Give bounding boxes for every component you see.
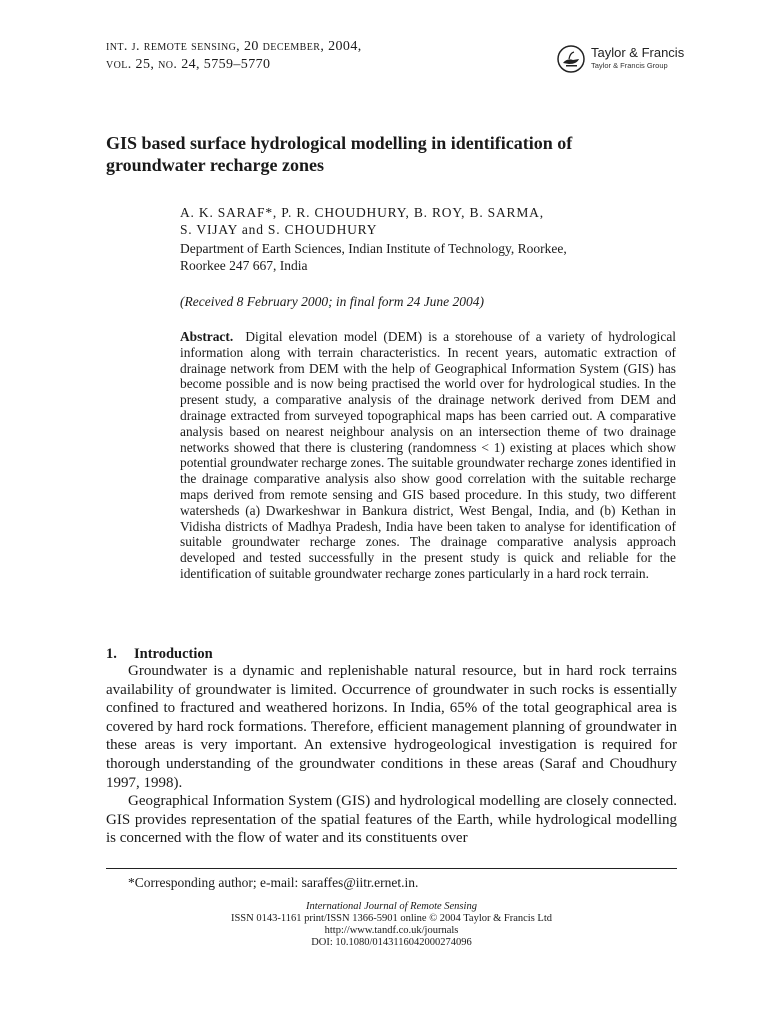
running-head-journal: int. j. remote sensing, 20 december, 2004,: [106, 39, 362, 54]
body-text: [106, 662, 677, 848]
received-dates: (Received 8 February 2000; in final form 24 June 2004): [180, 294, 485, 309]
authors-line-1: A. K. SARAF*, P. R. CHOUDHURY, B. ROY, B. SARMA,: [180, 205, 544, 220]
publisher-logo: [556, 43, 696, 77]
affiliation: [180, 240, 660, 274]
footer-journal-name: International Journal of Remote Sensing: [306, 901, 477, 912]
author-list: [180, 204, 660, 238]
footer-url[interactable]: http://www.tandf.co.uk/journals: [324, 925, 459, 936]
paragraph: Groundwater is a dynamic and replenishable natural resource, but in hard rock terrains availability of groundwater is limited. Occurrence of groundwater in such rocks is essentially confined to fractured and weathered horizons. In India, 65% of the total geographical area is covered by hard rock formations. Therefore, efficient management planning of groundwater in these areas is very important. An extensive hydrogeological investigation is required for thorough understanding of the groundwater conditions in these areas (Saraf and Choudhury 1997, 1998).: [106, 663, 677, 791]
affiliation-line-1: Department of Earth Sciences, Indian Institute of Technology, Roorkee,: [180, 241, 567, 256]
section-number: 1.: [106, 646, 117, 662]
section-title: Introduction: [134, 646, 213, 662]
footer-issn: ISSN 0143-1161 print/ISSN 1366-5901 online © 2004 Taylor & Francis Ltd: [230, 913, 553, 924]
paper-title: GIS based surface hydrological modelling in identification of groundwater recharge zones: [106, 133, 573, 175]
publisher-group: Taylor & Francis Group: [591, 61, 668, 70]
abstract-label: Abstract.: [180, 329, 234, 344]
authors-line-2: S. VIJAY and S. CHOUDHURY: [180, 222, 378, 237]
section-heading: [106, 645, 213, 663]
journal-footer: [106, 901, 677, 949]
abstract-text: Digital elevation model (DEM) is a storehouse of a variety of hydrological information along with terrain characteristics. In recent years, automatic extraction of drainage network from DEM with the help of Geographical Information System (GIS) has become possible and is now being practised the world over for hydrological studies. In the present study, a comparative analysis of the drainage network derived from DEM and drainage extracted from surveyed topographical maps has been carried out. A comparative analysis based on nearest neighbour analysis on an intersection theme of two drainage networks showed that there is clustering (randomness < 1) existing at places which show potential groundwater recharge zones. The suitable groundwater recharge zones identified in the drainage comparative analysis also show good correlation with the suitable recharge maps derived from remote sensing and GIS based procedure. In this study, two different watersheds (a) Dwarkeshwar in Bankura district, West Bengal, India, and (b) Kethan in Vidisha districts of Madhya Pradesh, India have been taken to analyse for identification of suitable groundwater recharge zones. The drainage comparative analysis approach developed and tested successfully in the present study is quick and reliable for the identification of suitable groundwater recharge zones particularly in a hard rock terrain.: [180, 329, 676, 581]
corresponding-author-footnote: *Corresponding author; e-mail: saraffes@iitr.ernet.in.: [128, 875, 419, 890]
running-head: [106, 38, 362, 74]
taylor-francis-lamp-logo-icon: [556, 43, 586, 75]
abstract: [180, 329, 676, 582]
paragraph: Geographical Information System (GIS) and hydrological modelling are closely connected. GIS provides representation of the spatial features of the Earth, while hydrological modelling is concerned with the flow of water and its constituents over: [106, 793, 677, 847]
affiliation-line-2: Roorkee 247 667, India: [180, 258, 308, 273]
publisher-name: Taylor & Francis: [591, 45, 685, 60]
running-head-volume: vol. 25, no. 24, 5759–5770: [106, 57, 271, 72]
footer-doi: DOI: 10.1080/0143116042000274096: [311, 937, 472, 948]
footnote-divider: [106, 868, 677, 869]
